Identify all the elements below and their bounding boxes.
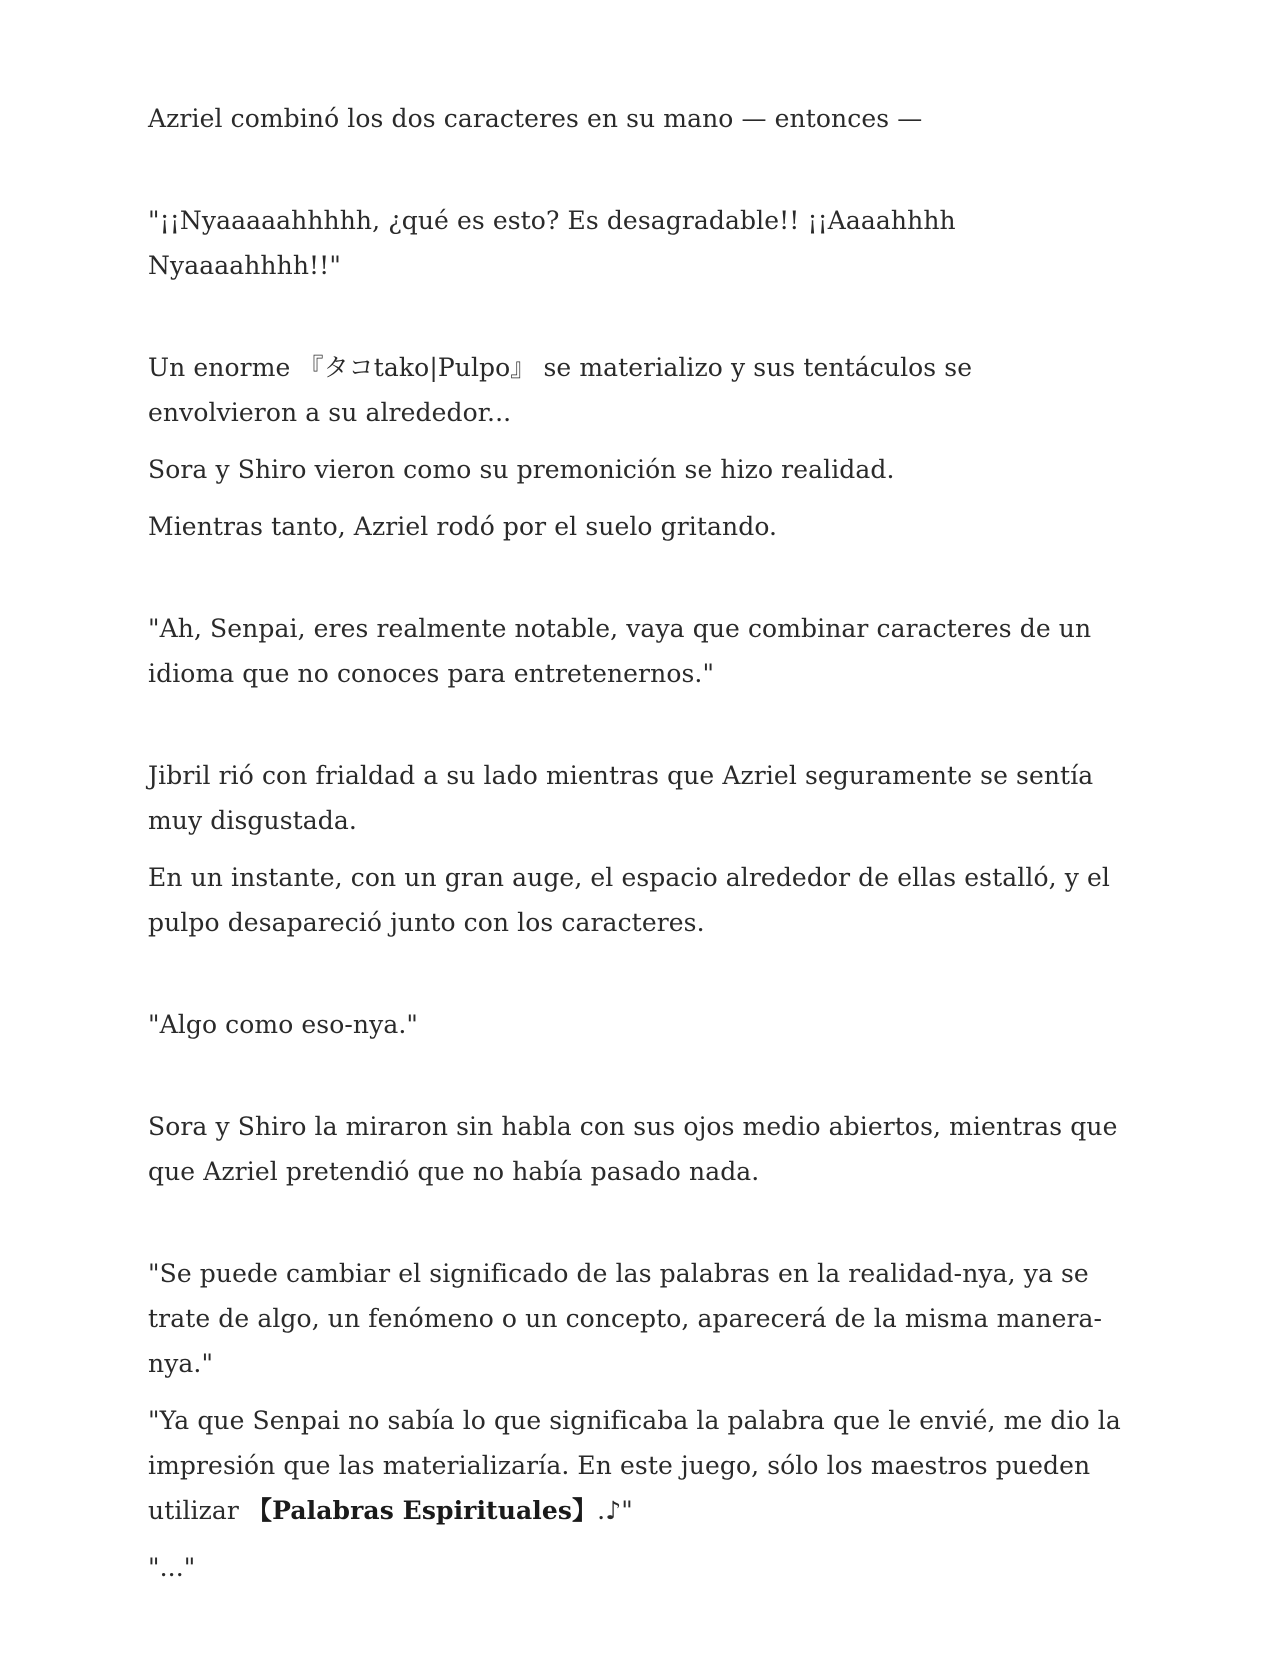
paragraph-5: Mientras tanto, Azriel rodó por el suelo gritando. [148, 512, 778, 541]
paragraph-7: Jibril rió con frialdad a su lado mientras que Azriel seguramente se sentía muy disgustada. [148, 761, 1094, 835]
paragraph-9: "Algo como eso-nya." [148, 1010, 419, 1039]
paragraph-8: En un instante, con un gran auge, el espacio alrededor de ellas estalló, y el pulpo desapareció junto con los caracteres. [148, 863, 1110, 937]
paragraph-1: Azriel combinó los dos caracteres en su mano — entonces — [148, 104, 923, 133]
document-page [148, 96, 1123, 1590]
spiritual-words-term: 【Palabras Espirituales】 [247, 1496, 598, 1525]
paragraph-4: Sora y Shiro vieron como su premonición se hizo realidad. [148, 455, 895, 484]
paragraph-10: Sora y Shiro la miraron sin habla con sus ojos medio abiertos, mientras que que Azriel pretendió que no había pasado nada. [148, 1112, 1118, 1186]
paragraph-12 [148, 1398, 1123, 1533]
paragraph-3: Un enorme 『タコtako|Pulpo』 se materializo y sus tentáculos se envolvieron a su alrededor... [148, 353, 973, 427]
paragraph-13: "..." [148, 1553, 196, 1582]
paragraph-2: "¡¡Nyaaaaahhhhh, ¿qué es esto? Es desagradable!! ¡¡Aaaahhhh Nyaaaahhhh!!" [148, 206, 956, 280]
paragraph-12-text: "Ya que Senpai no sabía lo que significaba la palabra que le envié, me dio la impresión que las materializaría. En este juego, sólo los maestros pueden utilizar [148, 1406, 1121, 1525]
paragraph-11: "Se puede cambiar el significado de las palabras en la realidad-nya, ya se trate de algo, un fenómeno o un concepto, aparecerá de la misma manera-nya." [148, 1259, 1103, 1378]
paragraph-12-suffix: .♪" [597, 1496, 633, 1525]
paragraph-6: "Ah, Senpai, eres realmente notable, vaya que combinar caracteres de un idioma que no conoces para entretenernos." [148, 614, 1092, 688]
